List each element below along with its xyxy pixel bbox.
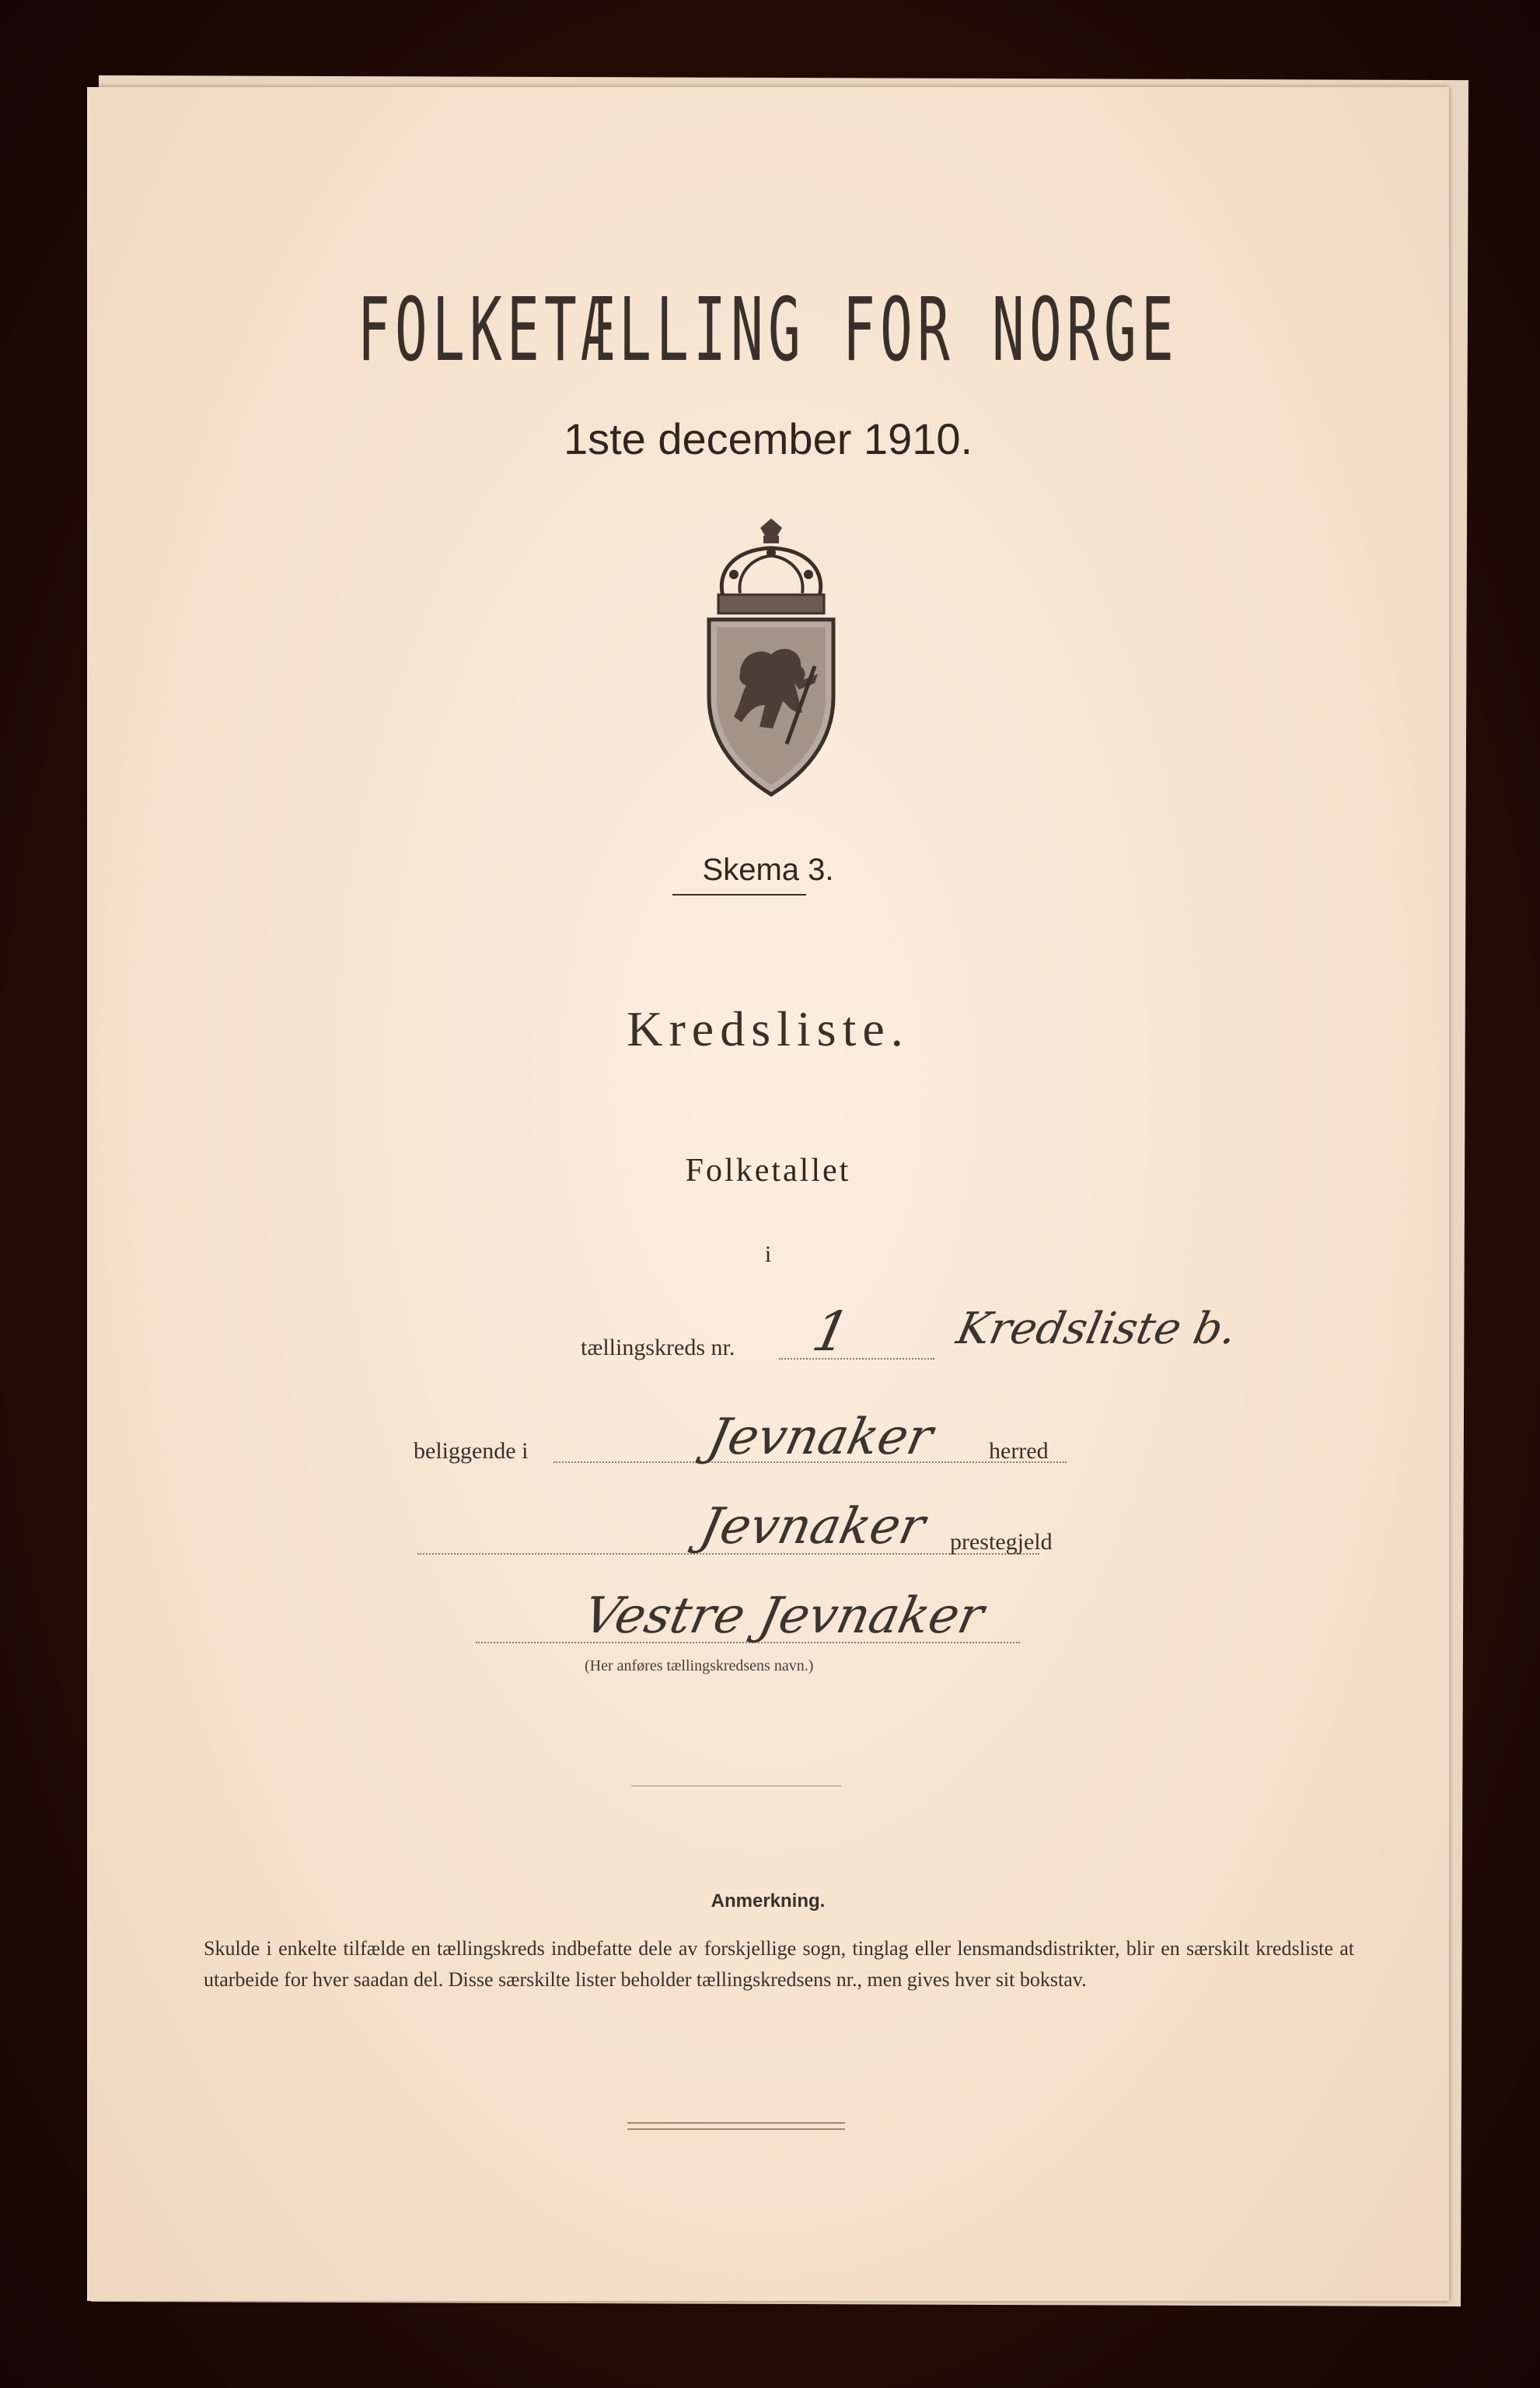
prestegjeld-label: prestegjeld xyxy=(950,1529,1053,1555)
district-number-dots xyxy=(779,1358,934,1360)
census-form-page xyxy=(87,87,1449,2301)
bottom-double-line-2 xyxy=(627,2128,845,2130)
district-name-handwritten: Vestre Jevnaker xyxy=(578,1587,989,1645)
district-suffix-handwritten: Kredsliste b. xyxy=(952,1304,1241,1354)
district-number-handwritten: 1 xyxy=(807,1300,856,1363)
bottom-double-line-1 xyxy=(627,2122,845,2124)
note-text: Skulde i enkelte tilfælde en tællingskreds indbefatte dele av forskjellige sogn, tinglag eller lensmandsdistrikter, blir en særskilt kredsliste at utarbeide for hver saadan del. Disse særskilte lister beholder tællingskredsens nr., men gives hver sit bokstav. xyxy=(204,1937,1354,1991)
prestegjeld-handwritten: Jevnaker xyxy=(695,1498,931,1555)
form-title: FOLKETÆLLING FOR NORGE xyxy=(357,280,1179,381)
herred-handwritten: Jevnaker xyxy=(703,1409,938,1466)
coat-of-arms-icon xyxy=(686,518,857,798)
located-label: beliggende i xyxy=(414,1438,529,1464)
schema-number: Skema 3. xyxy=(702,853,834,887)
district-number-label: tællingskreds nr. xyxy=(581,1335,735,1360)
schema-underline xyxy=(672,894,806,896)
note-title: Anmerkning. xyxy=(711,1890,826,1911)
herred-label: herred xyxy=(989,1438,1049,1464)
district-name-caption: (Her anføres tællingskredsens navn.) xyxy=(585,1657,814,1674)
document-type: Kredsliste. xyxy=(627,1001,910,1056)
population-label: Folketallet xyxy=(685,1153,851,1189)
preposition-i: i xyxy=(764,1241,772,1267)
form-date: 1ste december 1910. xyxy=(563,414,973,463)
